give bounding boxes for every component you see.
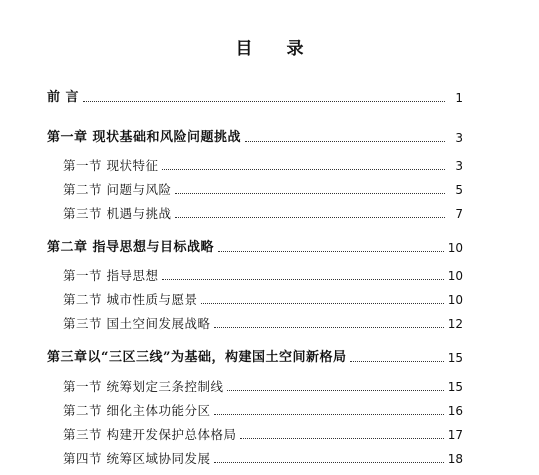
toc-entry-label: 第一章 现状基础和风险问题挑战 — [47, 130, 242, 145]
toc-entry-label: 第一节 统筹划定三条控制线 — [63, 379, 224, 394]
dot-leader — [162, 278, 443, 280]
toc-entry[interactable] — [47, 128, 463, 146]
toc-entry-page: 3 — [455, 159, 463, 173]
dot-leader — [175, 216, 445, 218]
toc-entry-page: 17 — [447, 428, 463, 442]
toc-entry[interactable] — [63, 156, 463, 174]
dot-leader — [350, 360, 443, 362]
toc-entry-page: 16 — [447, 404, 463, 418]
dot-leader — [175, 192, 445, 194]
toc-entry-label: 第二节 城市性质与愿景 — [63, 292, 198, 307]
toc-entry-page: 7 — [455, 207, 463, 221]
toc-entry[interactable] — [47, 348, 463, 366]
toc-entry-page: 10 — [447, 293, 463, 307]
dot-leader — [214, 413, 443, 415]
toc-entry[interactable] — [63, 266, 463, 284]
toc-entry-label: 第三章以“三区三线”为基础，构建国土空间新格局 — [47, 350, 347, 365]
toc-entry[interactable] — [63, 290, 463, 308]
toc-entry[interactable] — [63, 401, 463, 419]
toc-entry-label: 第四节 统筹区域协同发展 — [63, 451, 211, 466]
dot-leader — [214, 461, 443, 463]
toc-entry[interactable] — [63, 377, 463, 395]
toc-entry-page: 10 — [447, 241, 463, 255]
toc-entry[interactable] — [47, 88, 463, 106]
toc-entry-page: 15 — [447, 380, 463, 394]
toc-entry-label: 第二节 问题与风险 — [63, 182, 172, 197]
toc-entry[interactable] — [63, 204, 463, 222]
toc-entry-label: 第二节 细化主体功能分区 — [63, 403, 211, 418]
toc-entry-label: 第三节 机遇与挑战 — [63, 206, 172, 221]
toc-entry-page: 10 — [447, 269, 463, 283]
toc-title: 目 录 — [235, 39, 318, 59]
toc-entry-label: 第三节 国土空间发展战略 — [63, 316, 211, 331]
dot-leader — [162, 168, 445, 170]
dot-leader — [201, 302, 443, 304]
dot-leader — [214, 326, 443, 328]
toc-entry-page: 12 — [447, 317, 463, 331]
toc-entry[interactable] — [47, 238, 463, 256]
dot-leader — [245, 140, 445, 142]
toc-entry-label: 第二章 指导思想与目标战略 — [47, 240, 215, 255]
toc-entry[interactable] — [63, 449, 463, 467]
toc-entry[interactable] — [63, 314, 463, 332]
toc-entry-label: 第三节 构建开发保护总体格局 — [63, 427, 237, 442]
toc-entry-label: 第一节 指导思想 — [63, 268, 159, 283]
toc-entry-page: 1 — [455, 91, 463, 105]
dot-leader — [240, 437, 443, 439]
toc-entry[interactable] — [63, 180, 463, 198]
toc-entry[interactable] — [63, 425, 463, 443]
dot-leader — [227, 389, 443, 391]
toc-entry-page: 3 — [455, 131, 463, 145]
toc-entry-label: 第一节 现状特征 — [63, 158, 159, 173]
dot-leader — [83, 100, 445, 102]
dot-leader — [218, 250, 444, 252]
toc-entry-page: 18 — [447, 452, 463, 466]
toc-entry-label: 前 言 — [47, 90, 80, 105]
toc-entry-page: 15 — [447, 351, 463, 365]
toc-entry-page: 5 — [455, 183, 463, 197]
